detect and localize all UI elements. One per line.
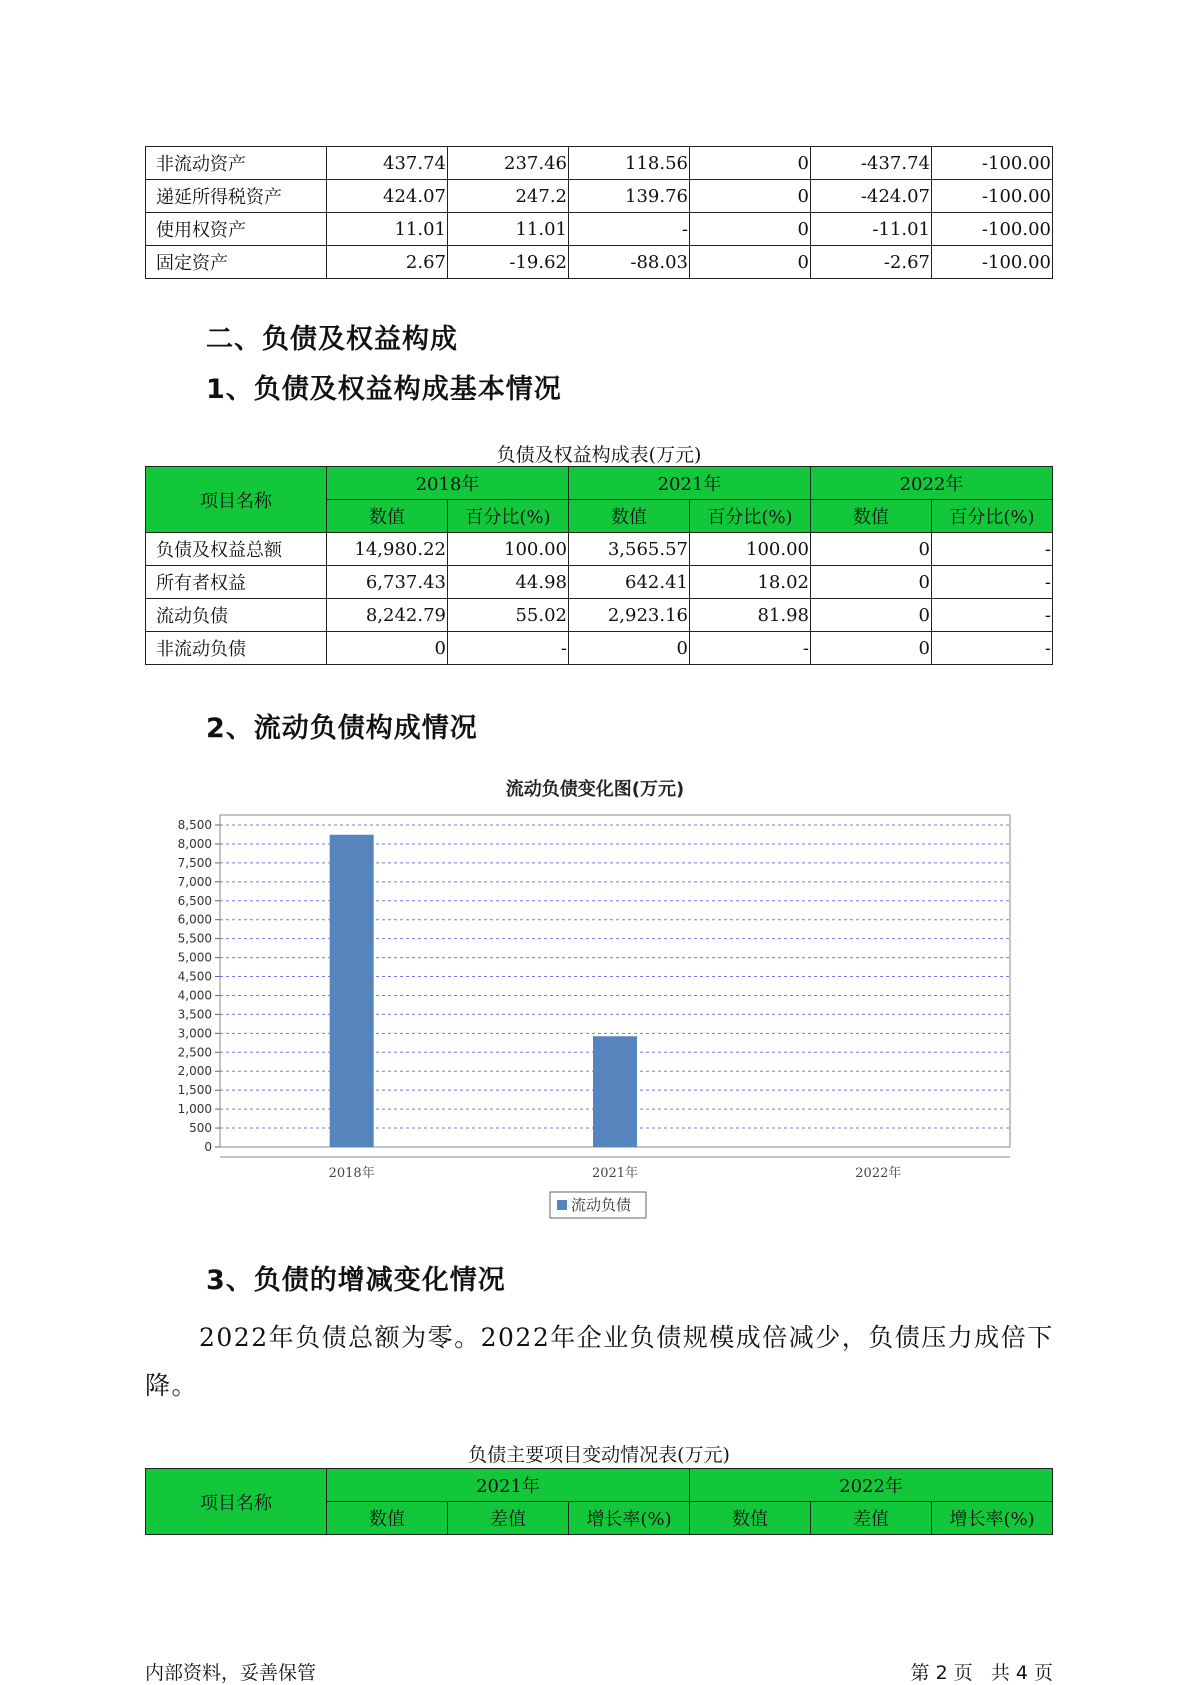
table-cell: 3,565.57 bbox=[569, 533, 690, 566]
y-tick-label: 0 bbox=[204, 1140, 212, 1154]
table1-subheader: 数值 bbox=[811, 500, 932, 533]
y-tick-label: 3,000 bbox=[177, 1026, 212, 1041]
table-cell: - bbox=[932, 599, 1053, 632]
table-cell: 139.76 bbox=[569, 180, 690, 213]
table1-header-year: 2021年 bbox=[569, 467, 811, 500]
y-tick-label: 5,000 bbox=[177, 950, 212, 965]
table-cell: 0 bbox=[811, 533, 932, 566]
table-cell: -100.00 bbox=[932, 180, 1053, 213]
row-label: 固定资产 bbox=[146, 246, 327, 279]
table2-header-year: 2021年 bbox=[327, 1469, 690, 1502]
table-cell: -2.67 bbox=[811, 246, 932, 279]
y-tick-label: 2,000 bbox=[177, 1064, 212, 1079]
table-cell: -424.07 bbox=[811, 180, 932, 213]
row-label: 递延所得税资产 bbox=[146, 180, 327, 213]
y-tick-label: 7,500 bbox=[177, 855, 212, 870]
table-cell: 18.02 bbox=[690, 566, 811, 599]
y-tick-label: 8,500 bbox=[177, 818, 212, 832]
table-cell: 55.02 bbox=[448, 599, 569, 632]
table-cell: 8,242.79 bbox=[327, 599, 448, 632]
table-cell: -19.62 bbox=[448, 246, 569, 279]
table-row bbox=[146, 533, 1053, 566]
table1-subheader: 数值 bbox=[569, 500, 690, 533]
table-cell: 44.98 bbox=[448, 566, 569, 599]
legend-swatch bbox=[557, 1200, 567, 1210]
y-tick-label: 1,500 bbox=[177, 1083, 212, 1098]
table-cell: 0 bbox=[811, 566, 932, 599]
liability-change-table bbox=[145, 1468, 1053, 1535]
section2-1-title: 1、负债及权益构成基本情况 bbox=[206, 374, 562, 405]
table-cell: - bbox=[690, 632, 811, 665]
y-tick-label: 5,500 bbox=[177, 931, 212, 946]
table2-subheader: 差值 bbox=[811, 1502, 932, 1535]
table-cell: -11.01 bbox=[811, 213, 932, 246]
table-row bbox=[146, 632, 1053, 665]
bar bbox=[330, 835, 374, 1147]
table-cell: 2.67 bbox=[327, 246, 448, 279]
table2-header-item: 项目名称 bbox=[146, 1469, 327, 1535]
table1-header-year: 2018年 bbox=[327, 467, 569, 500]
table-cell: 0 bbox=[690, 213, 811, 246]
table-row bbox=[146, 599, 1053, 632]
table-cell: 11.01 bbox=[448, 213, 569, 246]
table-cell: 0 bbox=[569, 632, 690, 665]
table-cell: 424.07 bbox=[327, 180, 448, 213]
table-cell: 0 bbox=[811, 599, 932, 632]
table-cell: 642.41 bbox=[569, 566, 690, 599]
y-tick-label: 8,000 bbox=[177, 836, 212, 851]
table-cell: 0 bbox=[690, 180, 811, 213]
table-cell: - bbox=[932, 566, 1053, 599]
assets-table bbox=[145, 146, 1053, 279]
table-cell: 14,980.22 bbox=[327, 533, 448, 566]
table2-header-year: 2022年 bbox=[690, 1469, 1053, 1502]
x-tick-label: 2018年 bbox=[328, 1166, 375, 1181]
y-tick-label: 2,500 bbox=[177, 1045, 212, 1060]
table-cell: 0 bbox=[811, 632, 932, 665]
y-tick-label: 6,500 bbox=[177, 893, 212, 908]
y-tick-label: 3,500 bbox=[177, 1007, 212, 1022]
table2-subheader: 增长率(%) bbox=[569, 1502, 690, 1535]
row-label: 非流动负债 bbox=[146, 632, 327, 665]
row-label: 非流动资产 bbox=[146, 147, 327, 180]
legend-label: 流动负债 bbox=[571, 1196, 632, 1214]
table-cell: 437.74 bbox=[327, 147, 448, 180]
table-cell: - bbox=[448, 632, 569, 665]
table-cell: 11.01 bbox=[327, 213, 448, 246]
table2-subheader: 数值 bbox=[690, 1502, 811, 1535]
table-cell: 0 bbox=[690, 246, 811, 279]
y-tick-label: 1,000 bbox=[177, 1102, 212, 1117]
table-row bbox=[146, 180, 1053, 213]
table-cell: 247.2 bbox=[448, 180, 569, 213]
equity-table bbox=[145, 466, 1053, 665]
x-tick-label: 2022年 bbox=[855, 1166, 902, 1181]
table-cell: 2,923.16 bbox=[569, 599, 690, 632]
section2-title: 二、负债及权益构成 bbox=[206, 324, 458, 355]
table1-caption: 负债及权益构成表(万元) bbox=[496, 444, 702, 466]
table1-header-item: 项目名称 bbox=[146, 467, 327, 533]
bar bbox=[593, 1036, 637, 1147]
footer-left: 内部资料，妥善保管 bbox=[145, 1662, 317, 1684]
table1-subheader: 数值 bbox=[327, 500, 448, 533]
table-cell: 118.56 bbox=[569, 147, 690, 180]
current-liabilities-chart bbox=[160, 765, 1030, 1225]
row-label: 所有者权益 bbox=[146, 566, 327, 599]
table-row bbox=[146, 246, 1053, 279]
table-cell: - bbox=[932, 632, 1053, 665]
y-tick-label: 500 bbox=[189, 1121, 212, 1136]
table2-subheader: 数值 bbox=[327, 1502, 448, 1535]
table-row bbox=[146, 147, 1053, 180]
table-cell: - bbox=[932, 533, 1053, 566]
table-cell: -437.74 bbox=[811, 147, 932, 180]
table-cell: 237.46 bbox=[448, 147, 569, 180]
section2-2-title: 2、流动负债构成情况 bbox=[206, 713, 478, 744]
table-cell: -88.03 bbox=[569, 246, 690, 279]
row-label: 流动负债 bbox=[146, 599, 327, 632]
chart-title: 流动负债变化图(万元) bbox=[505, 779, 685, 800]
table-row bbox=[146, 566, 1053, 599]
table-cell: 0 bbox=[690, 147, 811, 180]
table-cell: 6,737.43 bbox=[327, 566, 448, 599]
table-cell: 100.00 bbox=[690, 533, 811, 566]
table2-caption: 负债主要项目变动情况表(万元) bbox=[468, 1444, 730, 1466]
footer-page-number: 第 2 页 共 4 页 bbox=[910, 1662, 1053, 1684]
table-cell: 100.00 bbox=[448, 533, 569, 566]
section2-3-title: 3、负债的增减变化情况 bbox=[206, 1265, 506, 1296]
table1-subheader: 百分比(%) bbox=[448, 500, 569, 533]
table-cell: -100.00 bbox=[932, 213, 1053, 246]
table-cell: -100.00 bbox=[932, 147, 1053, 180]
body-paragraph: 2022年负债总额为零。2022年企业负债规模成倍减少，负债压力成倍下降。 bbox=[145, 1323, 1054, 1400]
table-cell: 0 bbox=[327, 632, 448, 665]
table1-subheader: 百分比(%) bbox=[690, 500, 811, 533]
table1-subheader: 百分比(%) bbox=[932, 500, 1053, 533]
table-cell: -100.00 bbox=[932, 246, 1053, 279]
y-tick-label: 7,000 bbox=[177, 874, 212, 889]
row-label: 负债及权益总额 bbox=[146, 533, 327, 566]
table1-header-year: 2022年 bbox=[811, 467, 1053, 500]
y-tick-label: 6,000 bbox=[177, 912, 212, 927]
y-tick-label: 4,500 bbox=[177, 969, 212, 984]
table2-subheader: 差值 bbox=[448, 1502, 569, 1535]
y-tick-label: 4,000 bbox=[177, 988, 212, 1003]
table-cell: - bbox=[569, 213, 690, 246]
table2-subheader: 增长率(%) bbox=[932, 1502, 1053, 1535]
table-cell: 81.98 bbox=[690, 599, 811, 632]
x-tick-label: 2021年 bbox=[591, 1166, 639, 1181]
table-row bbox=[146, 213, 1053, 246]
row-label: 使用权资产 bbox=[146, 213, 327, 246]
